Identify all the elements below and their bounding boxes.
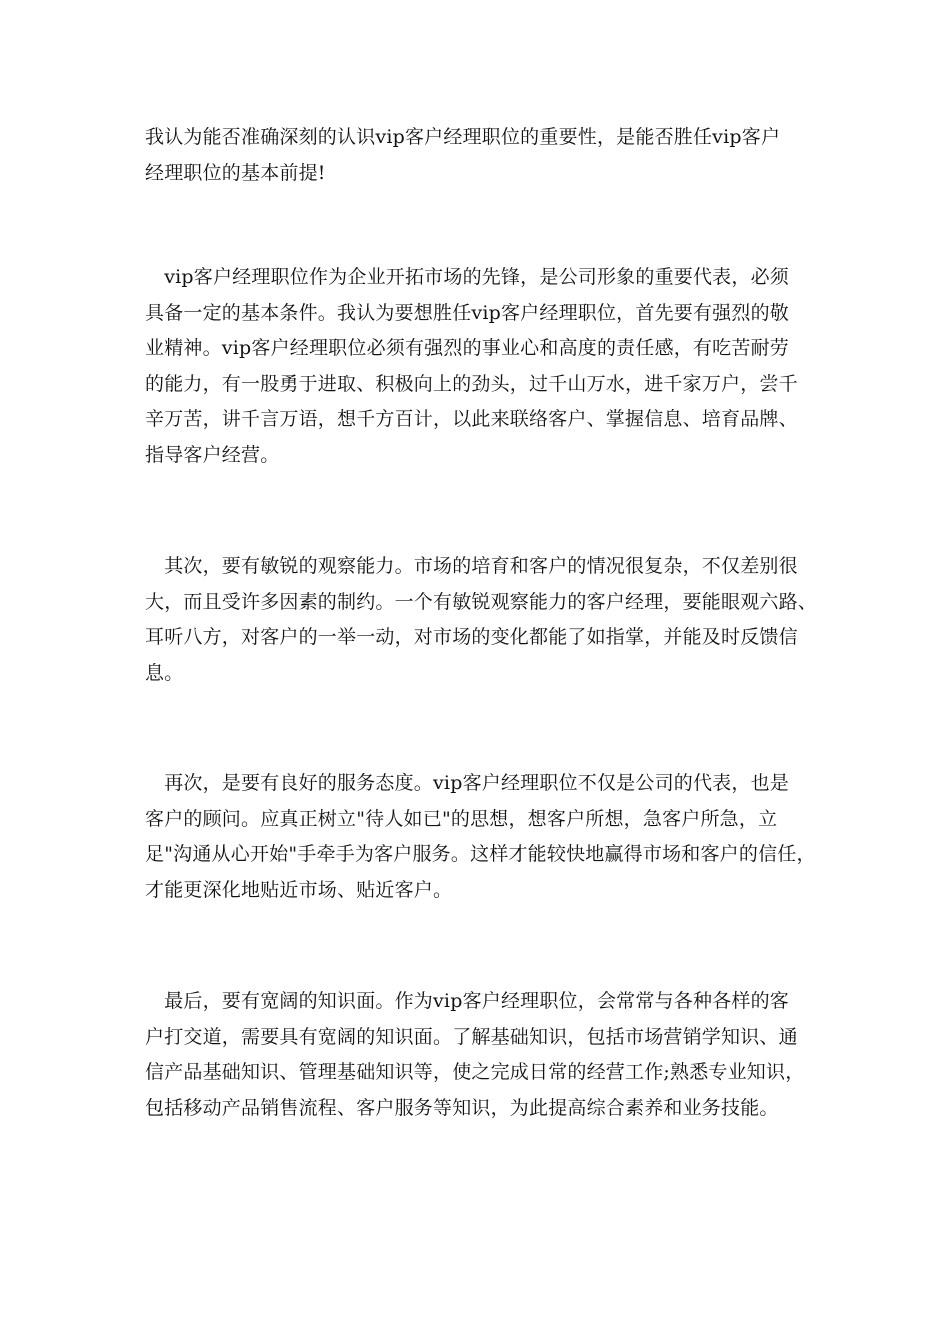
text-line: 我认为能否准确深刻的认识vip客户经理职位的重要性，是能否胜任vip客户 (145, 126, 781, 148)
text-line: 辛万苦，讲千言万语，想千方百计，以此来联络客户、掌握信息、培育品牌、 (145, 408, 798, 431)
text-line: 足"沟通从心开始"手牵手为客户服务。这样才能较快地赢得市场和客户的信任， (145, 843, 816, 866)
text-line: 息。 (145, 661, 184, 684)
text-line: 信产品基础知识、管理基础知识等，使之完成日常的经营工作;熟悉专业知识， (145, 1061, 805, 1084)
text-line: vip客户经理职位作为企业开拓市场的先锋，是公司形象的重要代表，必须 (145, 266, 789, 288)
text-line: 的能力，有一股勇于进取、积极向上的劲头，过千山万水，进千家万户，尝千 (145, 372, 798, 395)
text-line: 才能更深化地贴近市场、贴近客户。 (145, 878, 453, 901)
paragraph-intro (145, 120, 805, 191)
text-line: 最后，要有宽阔的知识面。作为vip客户经理职位，会常常与各种各样的客 (145, 990, 789, 1012)
text-line: 指导客户经营。 (145, 443, 280, 466)
text-line: 客户的顾问。应真正树立"待人如已"的思想，想客户所想，急客户所急，立 (145, 807, 778, 830)
text-line: 具备一定的基本条件。我认为要想胜任vip客户经理职位，首先要有强烈的敬 (145, 301, 789, 324)
text-line: 包括移动产品销售流程、客户服务等知识，为此提高综合素养和业务技能。 (145, 1096, 779, 1119)
text-line: 其次，要有敏锐的观察能力。市场的培育和客户的情况很复杂，不仅差别很 (145, 555, 798, 577)
paragraph-knowledge (145, 984, 805, 1126)
text-line: 耳听八方，对客户的一举一动，对市场的变化都能了如指掌，并能及时反馈信 (145, 626, 798, 649)
text-line: 户打交道，需要具有宽阔的知识面。了解基础知识，包括市场营销学知识、通 (145, 1025, 798, 1048)
text-line: 业精神。vip客户经理职位必须有强烈的事业心和高度的责任感，有吃苦耐劳 (145, 337, 789, 360)
text-line: 再次，是要有良好的服务态度。vip客户经理职位不仅是公司的代表，也是 (145, 772, 789, 794)
paragraph-service-attitude (145, 766, 816, 908)
text-line: 大，而且受许多因素的制约。一个有敏锐观察能力的客户经理，要能眼观六路、 (145, 590, 818, 613)
paragraph-observation (145, 549, 818, 691)
paragraph-basic-conditions (145, 260, 805, 474)
text-line: 经理职位的基本前提! (145, 161, 326, 184)
